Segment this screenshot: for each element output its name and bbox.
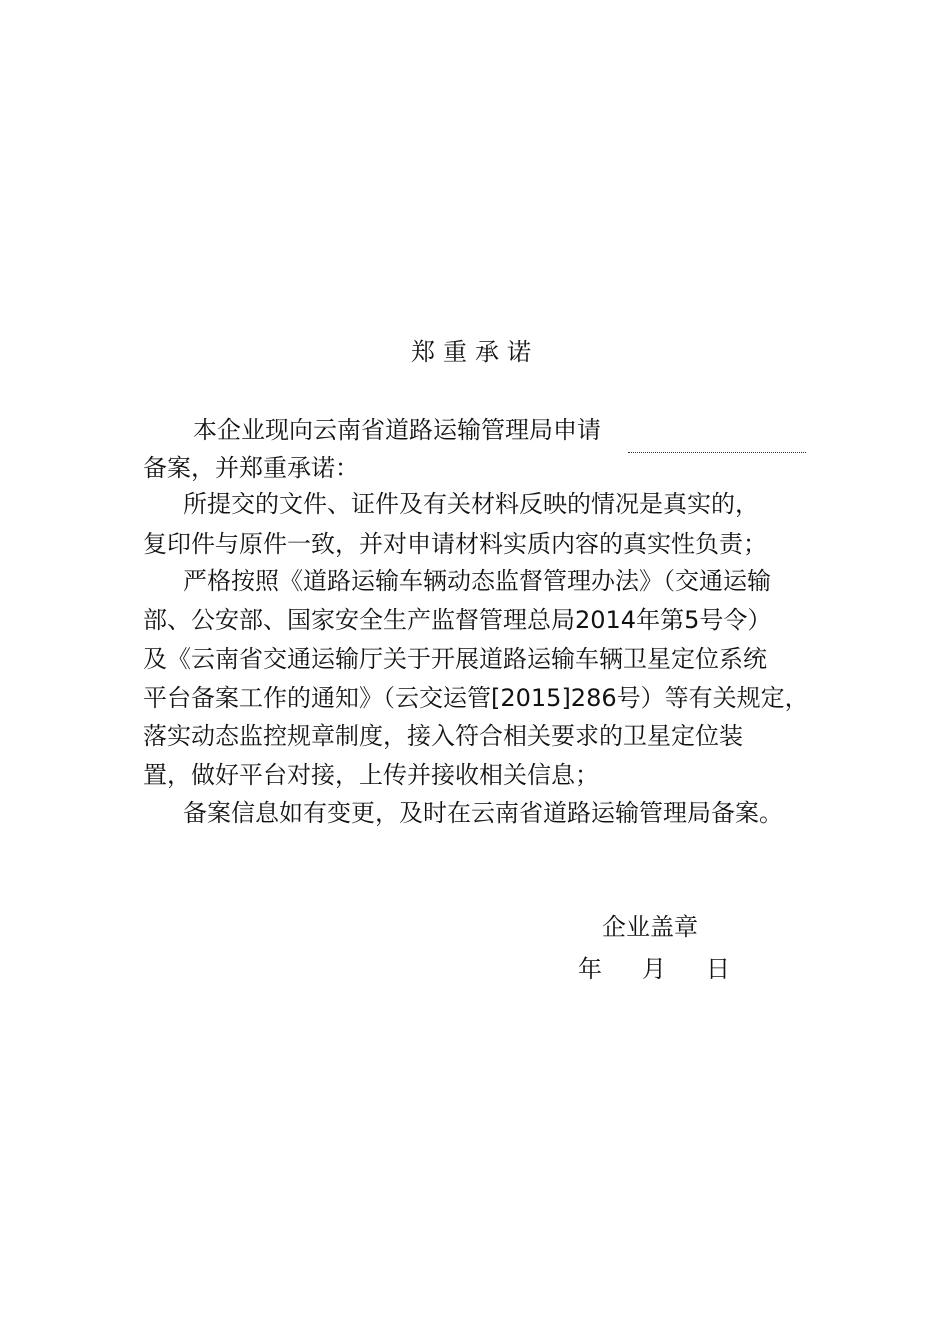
date-month-label: 月 — [642, 955, 666, 983]
date-year-label: 年 — [578, 955, 602, 983]
paragraph-line: 备案信息如有变更，及时在云南省道路运输管理局备案。 — [183, 799, 783, 827]
page-title: 郑重承诺 — [411, 338, 539, 366]
paragraph-line: 平台备案工作的通知》（云交运管[2015]286号）等有关规定， — [143, 684, 809, 712]
paragraph-line: 及《云南省交通运输厅关于开展道路运输车辆卫星定位系统 — [143, 645, 767, 673]
date-day-label: 日 — [706, 955, 730, 983]
seal-label: 企业盖章 — [602, 913, 698, 941]
paragraph-line: 所提交的文件、证件及有关材料反映的情况是真实的， — [183, 490, 759, 518]
paragraph-line: 备案，并郑重承诺： — [143, 454, 359, 482]
paragraph-line: 严格按照《道路运输车辆动态监督管理办法》（交通运输 — [183, 567, 771, 595]
paragraph-line: 复印件与原件一致，并对申请材料实质内容的真实性负责； — [143, 530, 767, 558]
paragraph-line: 本企业现向云南省道路运输管理局申请 — [193, 416, 601, 444]
fill-in-blank-line — [628, 452, 806, 453]
paragraph-line: 落实动态监控规章制度，接入符合相关要求的卫星定位装 — [143, 722, 743, 750]
paragraph-line: 部、公安部、国家安全生产监督管理总局2014年第5号令） — [143, 606, 772, 634]
paragraph-line: 置，做好平台对接，上传并接收相关信息； — [143, 761, 599, 789]
